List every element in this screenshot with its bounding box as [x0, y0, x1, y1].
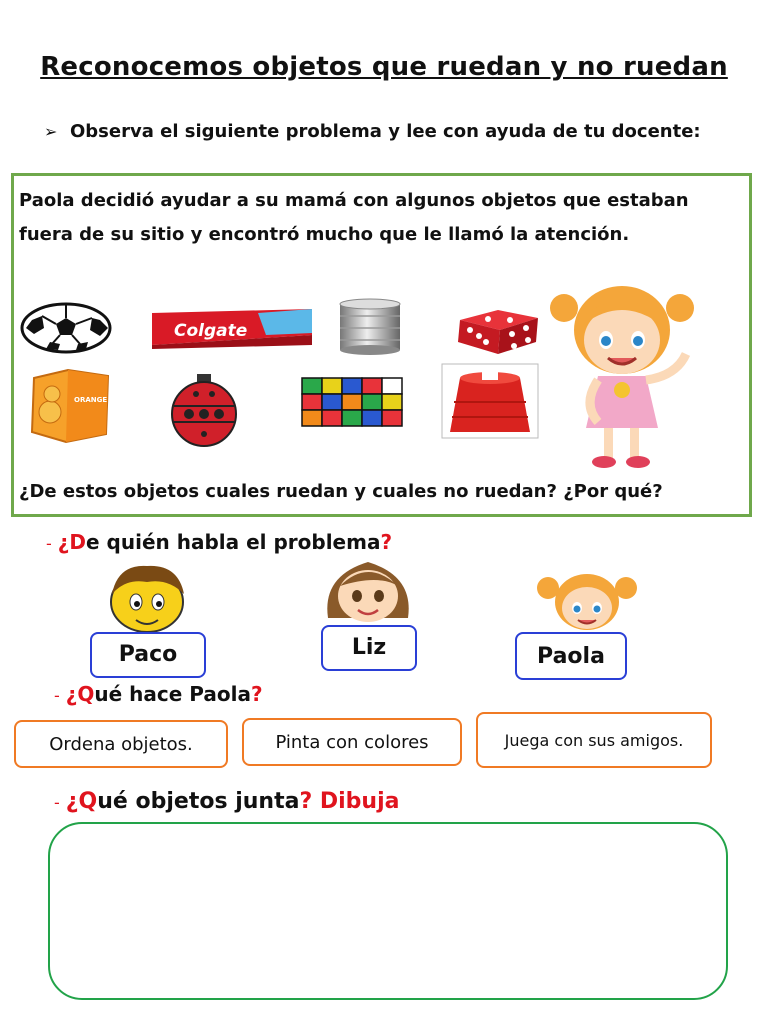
juice-box-icon — [22, 366, 131, 444]
red-dice-icon — [452, 306, 544, 356]
thread-spool-icon — [440, 362, 540, 440]
option-pinta-con-colores[interactable]: Pinta con colores — [242, 718, 462, 766]
toothpaste-brand: Colgate — [174, 321, 248, 341]
question-1: - ¿De quién habla el problema? — [46, 530, 393, 554]
problem-question: ¿De estos objetos cuales ruedan y cuales no ruedan? ¿Por qué? — [19, 481, 663, 502]
toothpaste-icon — [148, 305, 316, 351]
page-title: Reconocemos objetos que ruedan y no ruedan — [40, 52, 728, 82]
option-paco[interactable]: Paco — [90, 632, 206, 678]
dash-bullet: - — [46, 534, 52, 553]
drawing-area[interactable] — [48, 822, 728, 1000]
paola-girl-illustration — [546, 278, 698, 472]
rubik-cube-icon — [298, 372, 410, 434]
option-ordena-objetos[interactable]: Ordena objetos. — [14, 720, 228, 768]
problem-story: Paola decidió ayudar a su mamá con algunos objetos que estaban fuera de su sitio y encontró mucho que le llamó la atención. — [19, 190, 689, 245]
liz-girl-face — [318, 556, 418, 624]
instruction-text: Observa el siguiente problema y lee con ayuda de tu docente: — [70, 121, 701, 142]
christmas-ornament-icon — [164, 372, 244, 446]
soccer-ball-icon — [20, 302, 112, 354]
option-liz[interactable]: Liz — [321, 625, 417, 671]
paco-boy-face — [98, 560, 196, 634]
dash-bullet: - — [54, 686, 60, 705]
juice-box-label: ORANGE JUICE — [74, 396, 131, 404]
dash-bullet: - — [54, 793, 60, 812]
question-2: - ¿Qué hace Paola? — [54, 682, 263, 706]
paola-girl-face — [536, 564, 638, 630]
option-juega-con-amigos[interactable]: Juega con sus amigos. — [476, 712, 712, 768]
arrow-bullet-icon: ➢ — [44, 122, 58, 141]
question-3: - ¿Qué objetos junta? Dibuja — [54, 789, 400, 814]
instruction — [44, 116, 730, 147]
tin-can-icon — [336, 298, 404, 356]
option-paola[interactable]: Paola — [515, 632, 627, 680]
